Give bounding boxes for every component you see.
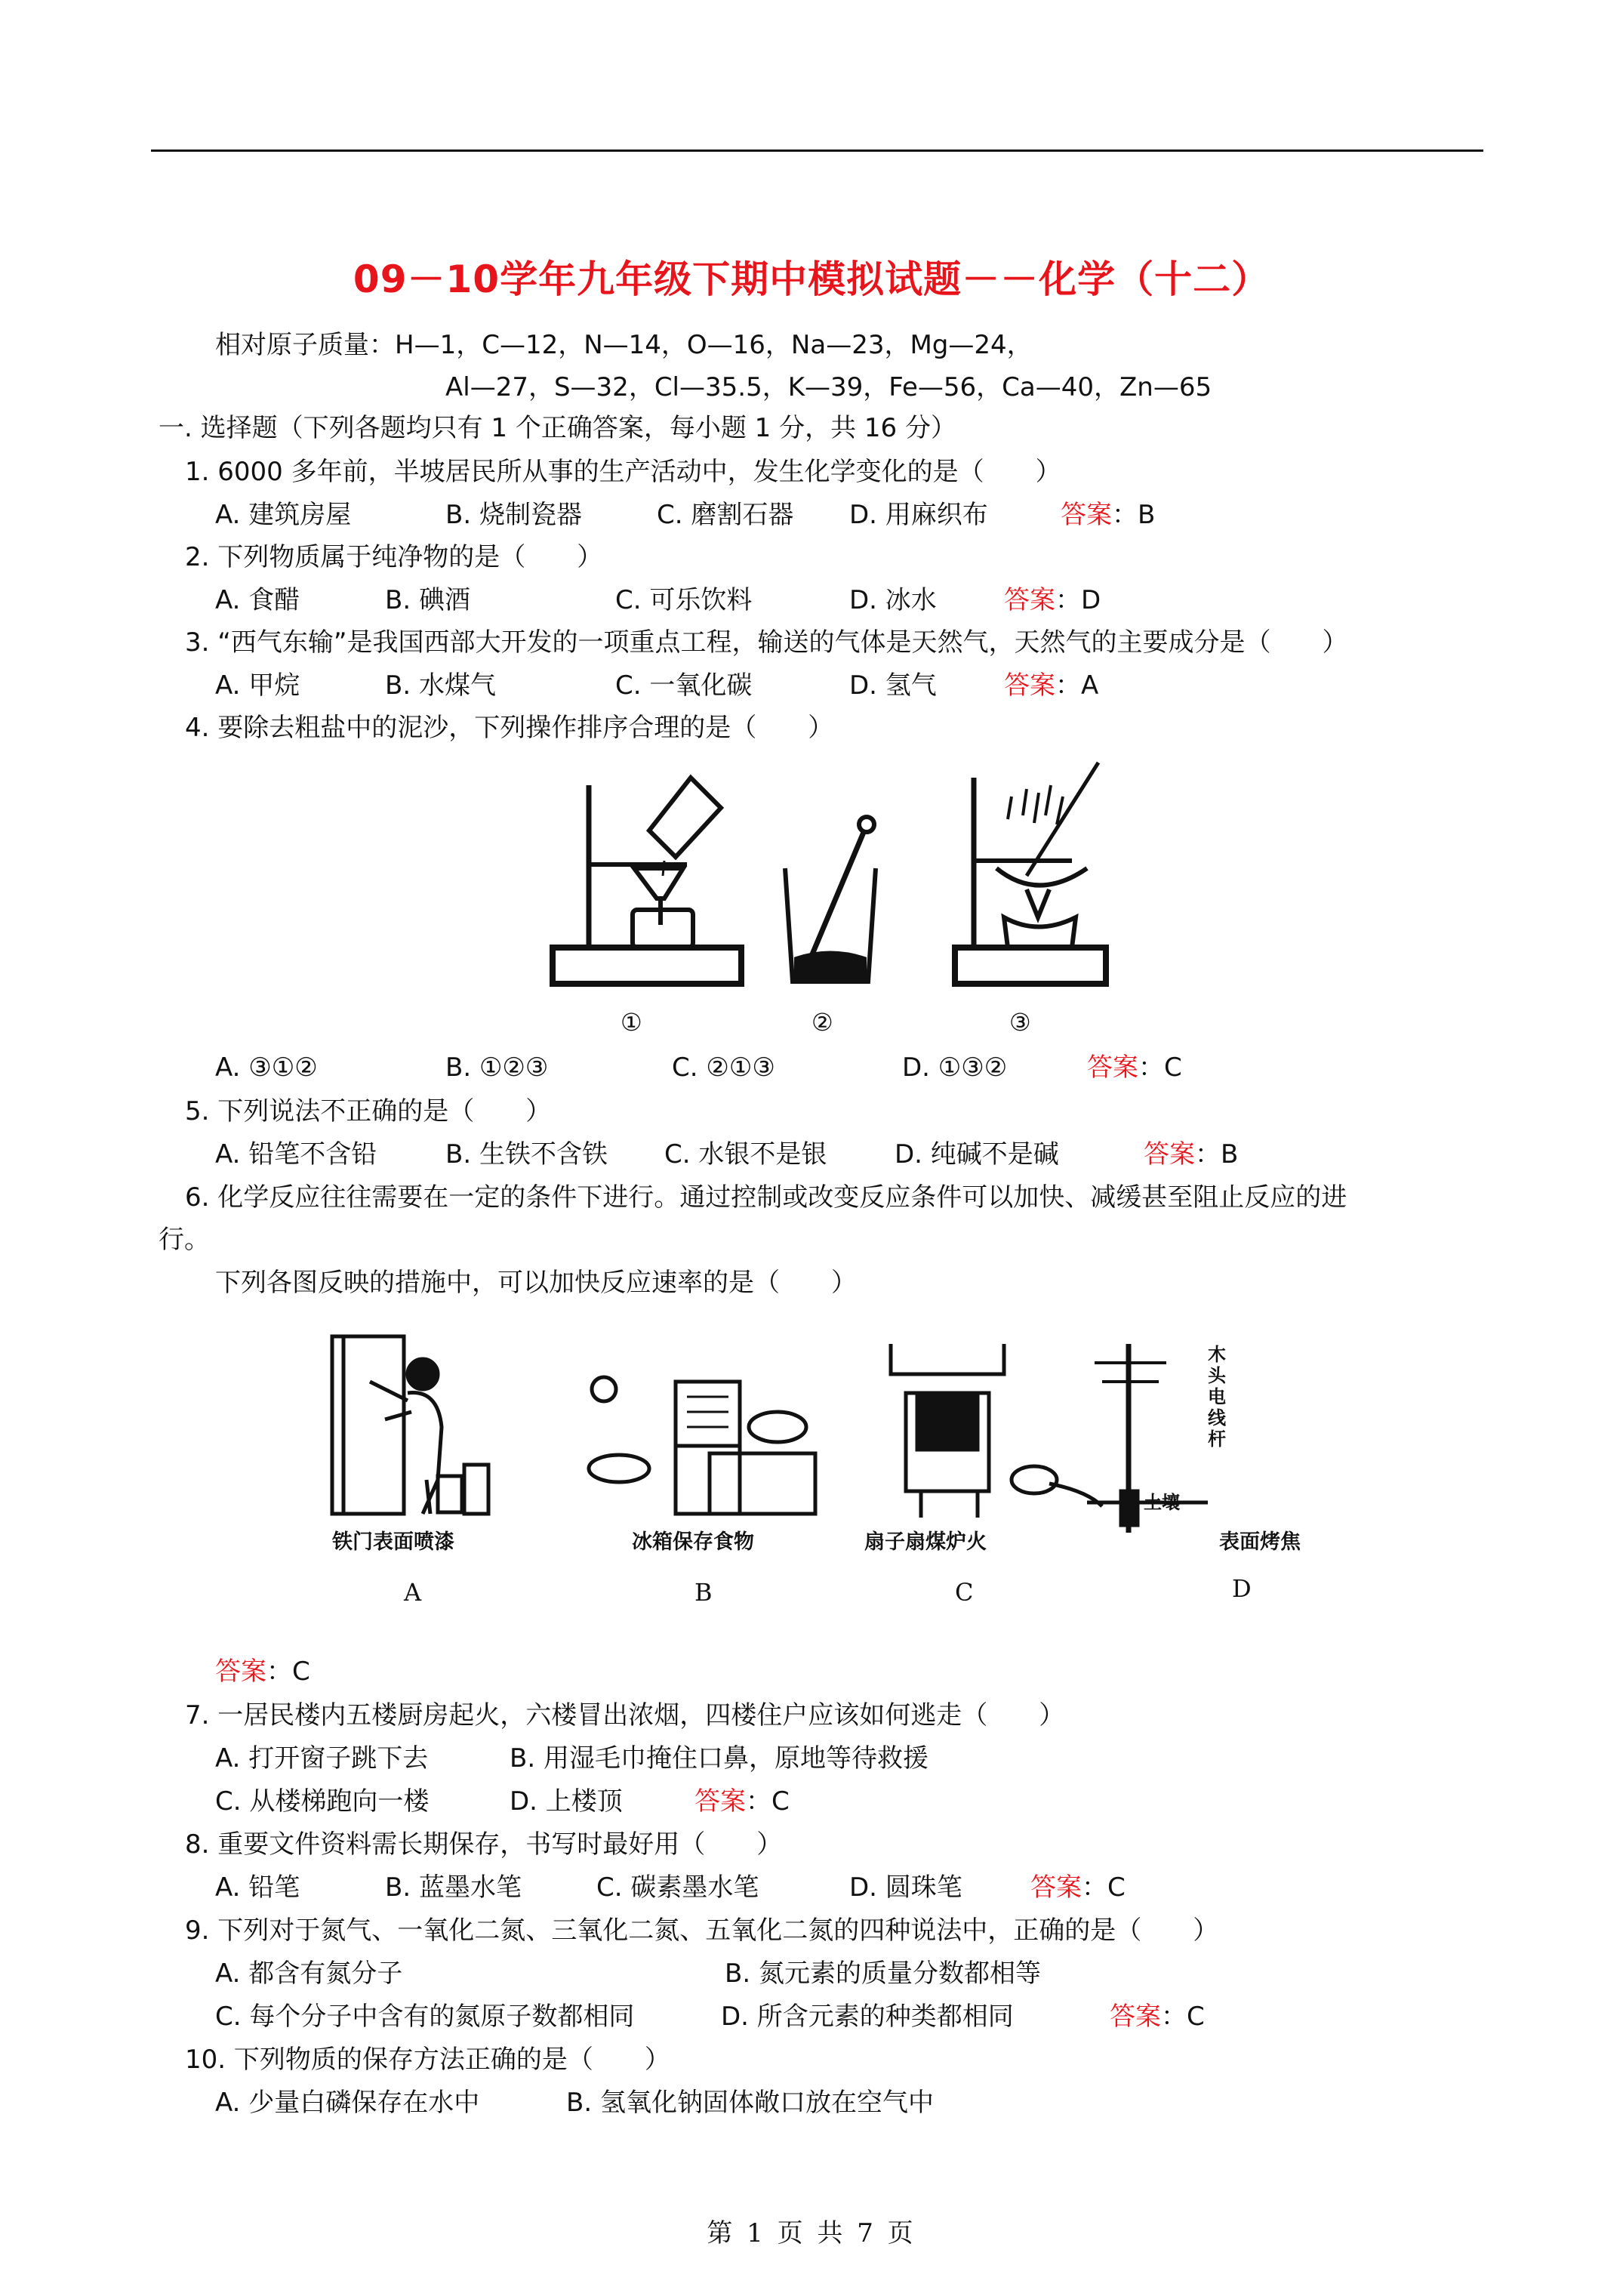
answer-value: ：C [746,1786,790,1817]
figure-label-3: ③ [1009,1008,1031,1037]
figure-letter-d: D [1232,1574,1252,1603]
question-8-stem: 8. 重要文件资料需长期保存，书写时最好用（ ） [185,1829,783,1860]
question-1-stem: 1. 6000 多年前，半坡居民所从事的生产活动中，发生化学变化的是（ ） [185,457,1061,487]
caption-a: 铁门表面喷漆 [332,1530,454,1554]
answer-value: ：C [1138,1052,1182,1083]
option-b: B. 碘酒 [385,585,470,615]
question-10-stem: 10. 下列物质的保存方法正确的是（ ） [185,2045,670,2075]
answer-value: ：D [1055,585,1101,615]
answer-label: 答案 [1030,1872,1082,1903]
question-9-options-row1 [215,1957,1347,1990]
option-a: A. 食醋 [215,585,300,615]
option-d: D. 用麻织布 [849,500,988,530]
figure-label-1: ① [621,1008,642,1037]
answer-value: ：B [1112,500,1156,530]
answer-label: 答案 [1004,670,1055,701]
pole-char: 杆 [1208,1428,1226,1450]
caption-d: 表面烤焦 [1219,1530,1301,1554]
option-c: C. 水银不是银 [664,1139,827,1170]
question-6-answer [215,1655,310,1688]
figure-letter-a: A [404,1578,422,1607]
option-d: D. 冰水 [849,585,937,615]
option-a: A. 甲烷 [215,670,300,701]
answer [1110,2000,1205,2033]
question-6-stem-3: 下列各图反映的措施中，可以加快反应速率的是（ ） [215,1268,857,1298]
answer-value: ：C [266,1657,310,1687]
question-4-stem: 4. 要除去粗盐中的泥沙，下列操作排序合理的是（ ） [185,713,834,743]
answer [1004,669,1098,702]
answer-label: 答案 [1004,585,1055,615]
option-b: B. 水煤气 [385,670,496,701]
option-a: A. 少量白磷保存在水中 [215,2088,480,2118]
answer-label: 答案 [1144,1139,1195,1170]
answer [694,1785,790,1818]
question-2-options [215,584,1347,617]
question-7-stem: 7. 一居民楼内五楼厨房起火，六楼冒出浓烟，四楼住户应该如何逃走（ ） [185,1700,1065,1730]
option-c: C. 每个分子中含有的氮原子数都相同 [215,2002,635,2032]
answer-label: 答案 [1087,1052,1138,1083]
option-a: A. ③①② [215,1052,318,1083]
option-c: C. 一氧化碳 [615,670,753,701]
page-title: 09－10学年九年级下期中模拟试题－－化学（十二） [353,257,1270,301]
option-c: C. 可乐饮料 [615,585,753,615]
pole-char: 木 [1208,1344,1226,1365]
figure-letter-c: C [955,1578,974,1607]
answer [1144,1138,1238,1171]
filtration-apparatus-figure [544,755,1117,1004]
option-b: B. 生铁不含铁 [445,1139,608,1170]
option-a: A. 铅笔不含铅 [215,1139,377,1170]
caption-b: 冰箱保存食物 [632,1530,754,1554]
question-1-options [215,498,1347,532]
question-4-options [215,1051,1347,1084]
question-3-stem: 3. “西气东输”是我国西部大开发的一项重点工程，输送的气体是天然气，天然气的主要成分是（ ） [185,627,1348,658]
option-d: D. 所含元素的种类都相同 [721,2002,1014,2032]
answer-label: 答案 [215,1657,266,1687]
option-d: D. 上楼顶 [510,1786,623,1817]
option-a: A. 建筑房屋 [215,500,352,530]
question-6-stem-1: 6. 化学反应往往需要在一定的条件下进行。通过控制或改变反应条件可以加快、减缓甚至阻止反应的进 [185,1182,1347,1213]
answer [1004,584,1101,617]
answer-value: ：C [1082,1872,1126,1903]
option-d: D. 氢气 [849,670,937,701]
answer-label: 答案 [1061,500,1112,530]
answer-value: ：B [1195,1139,1239,1170]
question-9-options-row2 [215,2000,1347,2033]
question-9-stem: 9. 下列对于氮气、一氧化二氮、三氧化二氮、五氧化二氮的四种说法中，正确的是（ ） [185,1915,1219,1946]
question-5-options [215,1138,1347,1171]
answer-value: ：C [1161,2002,1205,2032]
question-10-options [215,2086,1347,2119]
question-5-stem: 5. 下列说法不正确的是（ ） [185,1096,552,1126]
question-6-stem-2: 行。 [159,1225,210,1255]
header-rule [151,149,1483,152]
option-b: B. 氮元素的质量分数都相等 [725,1959,1041,1989]
option-a: A. 打开窗子跳下去 [215,1743,429,1774]
atomic-masses-line1: 相对原子质量：H—1，C—12，N—14，O—16，Na—23，Mg—24， [215,330,1033,360]
option-a: A. 都含有氮分子 [215,1959,403,1989]
option-b: B. 用湿毛巾掩住口鼻，原地等待救援 [510,1743,929,1774]
pole-char: 线 [1208,1407,1226,1428]
option-c: C. ②①③ [672,1052,775,1083]
option-b: B. ①②③ [445,1052,549,1083]
option-d: D. 圆珠笔 [849,1872,962,1903]
pole-char: 电 [1208,1386,1226,1407]
option-c: C. 从楼梯跑向一楼 [215,1786,430,1817]
figure-letter-b: B [694,1578,713,1607]
answer-label: 答案 [694,1786,746,1817]
option-c: C. 磨割石器 [657,500,794,530]
answer [1061,498,1155,532]
option-b: B. 蓝墨水笔 [385,1872,522,1903]
question-2-stem: 2. 下列物质属于纯净物的是（ ） [185,542,603,572]
answer [1030,1871,1126,1904]
question-8-options [215,1871,1347,1904]
page-footer: 第 1 页 共 7 页 [707,2218,916,2248]
question-3-options [215,669,1347,702]
option-b: B. 烧制瓷器 [445,500,582,530]
atomic-masses-line2: Al—27，S—32，Cl—35.5，K—39，Fe—56，Ca—40，Zn—65 [445,372,1212,402]
answer-label: 答案 [1110,2002,1161,2032]
caption-c: 扇子扇煤炉火 [864,1530,987,1554]
option-c: C. 碳素墨水笔 [596,1872,759,1903]
question-7-options-row1 [215,1742,1347,1775]
option-a: A. 铅笔 [215,1872,300,1903]
option-d: D. 纯碱不是碱 [895,1139,1059,1170]
figure-label-2: ② [812,1008,833,1037]
section-header: 一. 选择题（下列各题均只有 1 个正确答案，每小题 1 分，共 16 分） [159,413,956,443]
pole-label [1208,1344,1230,1450]
option-d: D. ①③② [902,1052,1008,1083]
answer [1087,1051,1182,1084]
soil-label: 土壤 [1144,1492,1180,1513]
option-b: B. 氢氧化钠固体敞口放在空气中 [566,2088,934,2118]
pole-char: 头 [1208,1365,1226,1386]
answer-value: ：A [1055,670,1099,701]
question-7-options-row2 [215,1785,1347,1818]
